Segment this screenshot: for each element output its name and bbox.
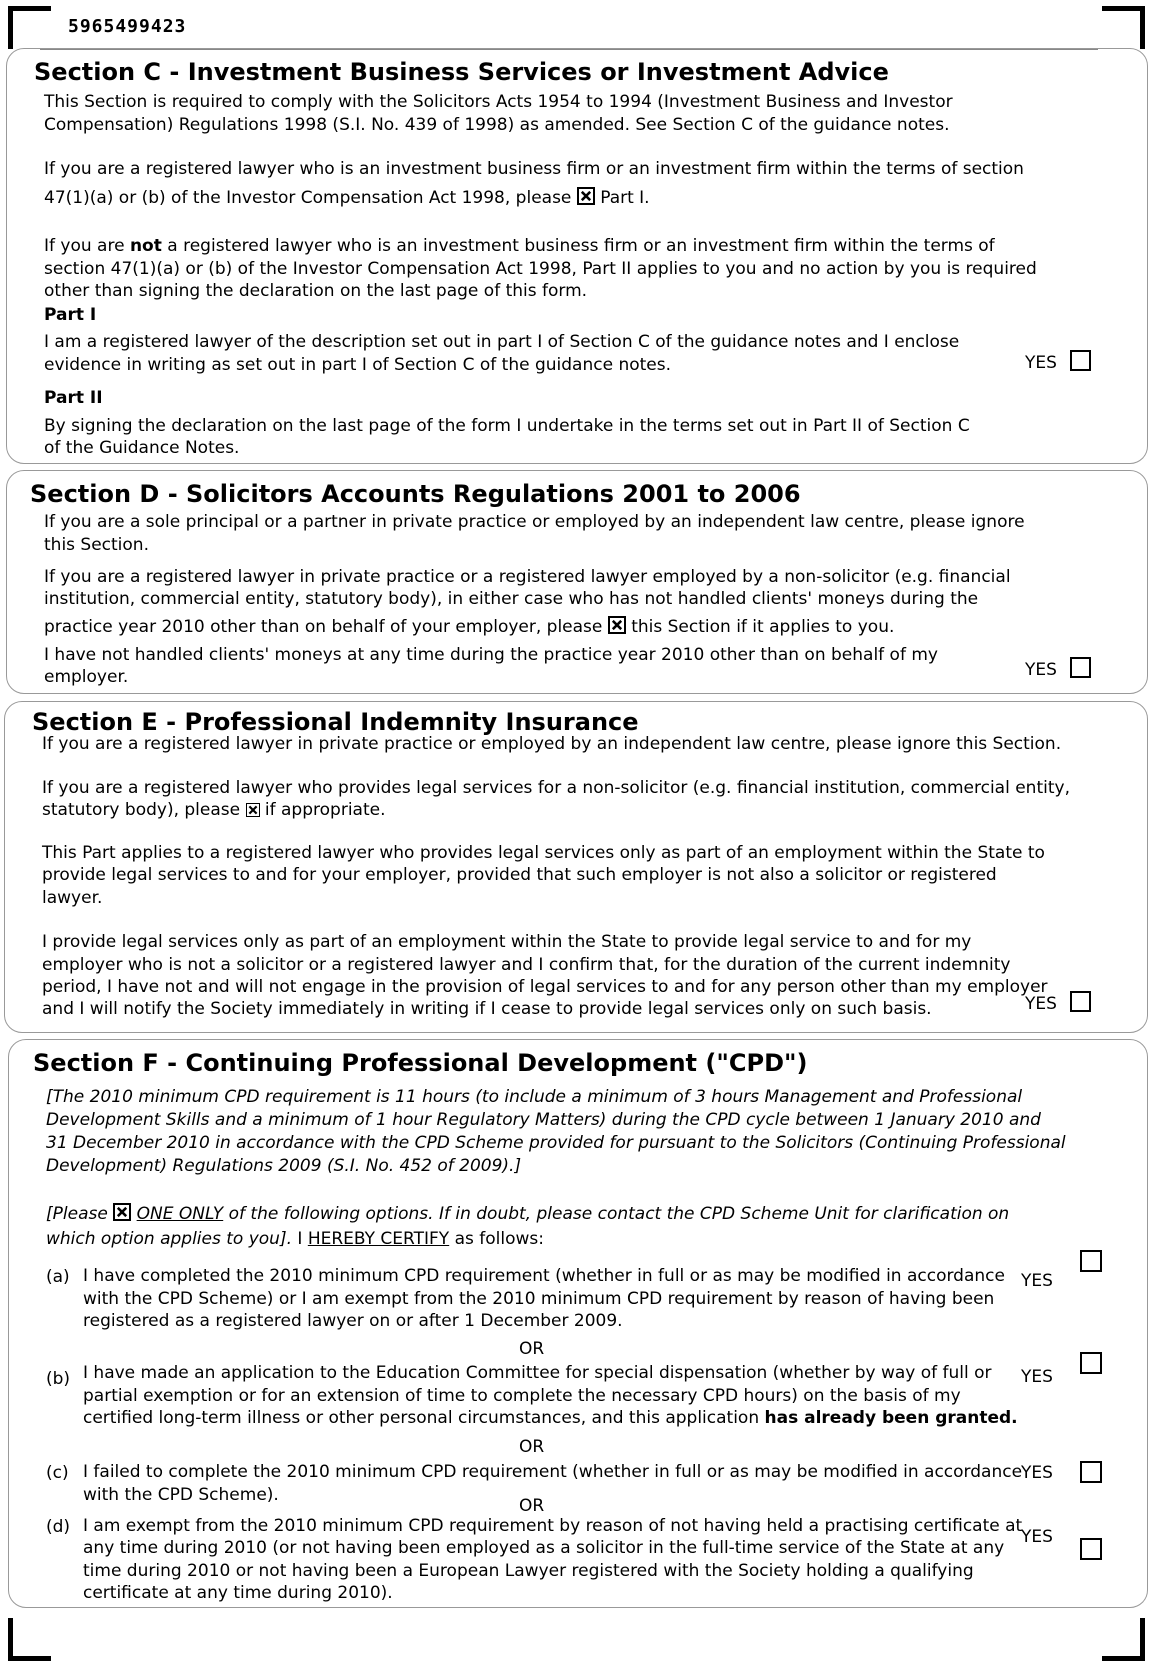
option-d-label: (d)	[46, 1517, 71, 1537]
option-a-yes-label: YES	[1021, 1271, 1053, 1291]
section-e-p3-line-2: provide legal services to and for your employer, provided that such employer is not also a solicitor or registered	[42, 865, 997, 885]
section-c-part-1-yes-checkbox[interactable]	[1070, 350, 1091, 371]
corner-mark-top-right	[1102, 6, 1145, 49]
section-c-p1-line-2b: Part I.	[600, 188, 650, 208]
option-b-line-1: I have made an application to the Education Committee for special dispensation (whether by way of full or	[83, 1363, 992, 1383]
section-d-p2-line-3	[44, 616, 894, 639]
section-c-p2-line-3: other than signing the declaration on the last page of this form.	[44, 281, 588, 301]
section-f-instr-i: I	[297, 1229, 303, 1249]
option-a-line-3: registered as a registered lawyer on or after 1 December 2009.	[83, 1311, 623, 1331]
option-a-line-1: I have completed the 2010 minimum CPD requirement (whether in full or as may be modified in accordance	[83, 1266, 1005, 1286]
section-d-p3-line-1: I have not handled clients' moneys at any time during the practice year 2010 other than on behalf of my	[44, 645, 938, 665]
option-a-line-2: with the CPD Scheme) or I am exempt from the 2010 minimum CPD requirement by reason of having been	[83, 1289, 995, 1309]
section-d-p2-line-3a: practice year 2010 other than on behalf of your employer, please	[44, 617, 603, 637]
section-c-part-1-line-2: evidence in writing as set out in part I of Section C of the guidance notes.	[44, 355, 672, 375]
section-e-p2-line-2	[42, 799, 385, 822]
option-b-line-3a: certified long-term illness or other personal circumstances, and this application	[83, 1408, 760, 1428]
or-separator-1: OR	[519, 1339, 545, 1359]
section-c-part-2-line-1: By signing the declaration on the last page of the form I undertake in the terms set out in Part II of Section C	[44, 416, 970, 436]
checked-box-icon	[113, 1203, 131, 1221]
section-e-p3-line-1: This Part applies to a registered lawyer who provides legal services only as part of an employment within the State to	[42, 843, 1045, 863]
section-d-p2-line-3b: this Section if it applies to you.	[631, 617, 895, 637]
option-c-label: (c)	[46, 1463, 69, 1483]
option-d-line-3: time during 2010 or not having been a European Lawyer registered with the Society holding a qualifying	[83, 1561, 974, 1581]
section-f-instr-line-2d: as follows:	[454, 1229, 544, 1249]
option-c-line-1: I failed to complete the 2010 minimum CPD requirement (whether in full or as may be modified in accordance	[83, 1462, 1023, 1482]
section-c-p2-not: not	[129, 236, 162, 256]
corner-mark-bottom-left	[8, 1618, 51, 1661]
or-separator-3: OR	[519, 1496, 545, 1516]
option-c-yes-label: YES	[1021, 1463, 1053, 1483]
option-c-line-2: with the CPD Scheme).	[83, 1485, 279, 1505]
option-a-yes-checkbox[interactable]	[1080, 1250, 1102, 1272]
section-c-title: Section C - Investment Business Services or Investment Advice	[34, 58, 889, 86]
or-separator-2: OR	[519, 1437, 545, 1457]
section-c-part-2-heading: Part II	[44, 388, 103, 408]
section-f-instr-line-2a: which option applies to you].	[46, 1229, 292, 1249]
option-b-line-2: partial exemption or for an extension of time to complete the necessary CPD hours) on the basis of my	[83, 1386, 961, 1406]
section-f-instr-one-only: ONE ONLY	[136, 1204, 224, 1224]
section-c-p2-line-1a: If you are	[44, 236, 125, 256]
option-b-granted: has already been granted.	[764, 1408, 1018, 1428]
option-d-line-4: certificate at any time during 2010).	[83, 1583, 393, 1603]
section-c-yes-label: YES	[1025, 353, 1057, 373]
form-number: 5965499423	[68, 16, 187, 37]
section-e-yes-checkbox[interactable]	[1070, 991, 1091, 1012]
checked-box-icon	[246, 803, 260, 817]
section-d-p3-line-2: employer.	[44, 667, 129, 687]
section-f-instr-please: [Please	[46, 1204, 108, 1224]
section-f-note-line-3: 31 December 2010 in accordance with the CPD Scheme provided for pursuant to the Solicitors (Continuing Professional	[46, 1133, 1066, 1153]
option-a-label: (a)	[46, 1267, 70, 1287]
section-e-p4-line-2: employer who is not a solicitor or a registered lawyer and I confirm that, for the duration of the current indemnity	[42, 955, 1011, 975]
section-c-part-1-line-1: I am a registered lawyer of the description set out in part I of Section C of the guidance notes and I enclose	[44, 332, 960, 352]
section-e-p4-line-4: and I will notify the Society immediately in writing if I cease to provide legal services only on such basis.	[42, 999, 932, 1019]
section-c-p2-line-2: section 47(1)(a) or (b) of the Investor Compensation Act 1998, Part II applies to you and no action by you is required	[44, 259, 1037, 279]
section-e-p4-line-3: period, I have not and will not engage in the provision of legal services to and for any person other than my employer	[42, 977, 1048, 997]
section-d-p1-line-2: this Section.	[44, 535, 149, 555]
option-b-label: (b)	[46, 1369, 71, 1389]
option-d-line-2: any time during 2010 (or not having been employed as a solicitor in the full-time service of the State at any	[83, 1538, 1005, 1558]
corner-mark-bottom-right	[1102, 1618, 1145, 1661]
section-f-note-line-1: [The 2010 minimum CPD requirement is 11 hours (to include a minimum of 3 hours Management and Professional	[46, 1087, 1023, 1107]
section-e-p2-line-2b: if appropriate.	[264, 800, 386, 820]
section-f-instruction-line-1	[46, 1203, 1009, 1226]
option-b-yes-label: YES	[1021, 1367, 1053, 1387]
option-d-line-1: I am exempt from the 2010 minimum CPD requirement by reason of not having held a practising certificate at	[83, 1516, 1023, 1536]
checked-box-icon	[577, 187, 595, 205]
section-c-part-1-heading: Part I	[44, 305, 97, 325]
section-e-p2-line-1: If you are a registered lawyer who provides legal services for a non-solicitor (e.g. financial institution, commercial entity,	[42, 778, 1070, 798]
section-d-title: Section D - Solicitors Accounts Regulations 2001 to 2006	[30, 480, 801, 508]
section-f-instr-line-1c: of the following options. If in doubt, please contact the CPD Scheme Unit for clarification on	[228, 1204, 1010, 1224]
section-f-title: Section F - Continuing Professional Development ("CPD")	[33, 1049, 808, 1077]
option-c-yes-checkbox[interactable]	[1080, 1461, 1102, 1483]
section-e-title: Section E - Professional Indemnity Insurance	[32, 708, 639, 736]
section-f-hereby-certify: HEREBY CERTIFY	[307, 1229, 450, 1249]
option-d-yes-label: YES	[1021, 1527, 1053, 1547]
option-b-yes-checkbox[interactable]	[1080, 1352, 1102, 1374]
corner-mark-top-left	[8, 6, 51, 49]
section-d-p2-line-1: If you are a registered lawyer in private practice or a registered lawyer employed by a non-solicitor (e.g. financial	[44, 567, 1011, 587]
section-e-p1: If you are a registered lawyer in private practice or employed by an independent law centre, please ignore this Section.	[42, 734, 1062, 754]
section-e-p3-line-3: lawyer.	[42, 888, 103, 908]
section-c-p1-line-2	[44, 187, 650, 210]
section-e-p4-line-1: I provide legal services only as part of an employment within the State to provide legal service to and for my	[42, 932, 972, 952]
section-f-note-line-4: Development) Regulations 2009 (S.I. No. 452 of 2009).]	[46, 1156, 522, 1176]
option-d-yes-checkbox[interactable]	[1080, 1538, 1102, 1560]
section-d-p2-line-2: institution, commercial entity, statutory body), in either case who has not handled clients' moneys during the	[44, 589, 979, 609]
section-f-note-line-2: Development Skills and a minimum of 1 hour Regulatory Matters) during the CPD cycle between 1 January 2010 and	[46, 1110, 1041, 1130]
section-f-instruction-line-2	[46, 1228, 544, 1251]
option-b-line-3	[83, 1407, 1018, 1430]
section-c-p1-line-2a: 47(1)(a) or (b) of the Investor Compensation Act 1998, please	[44, 188, 572, 208]
section-c-p1-line-1: If you are a registered lawyer who is an investment business firm or an investment firm within the terms of section	[44, 159, 1024, 179]
section-c-p2-line-1	[44, 235, 995, 258]
section-c-p2-line-1c: a registered lawyer who is an investment business firm or an investment firm within the terms of	[167, 236, 995, 256]
section-c-intro-line-1: This Section is required to comply with the Solicitors Acts 1954 to 1994 (Investment Business and Investor	[44, 92, 953, 112]
section-d-yes-label: YES	[1025, 660, 1057, 680]
section-c-part-2-line-2: of the Guidance Notes.	[44, 438, 240, 458]
section-d-yes-checkbox[interactable]	[1070, 657, 1091, 678]
checked-box-icon	[608, 616, 626, 634]
section-e-yes-label: YES	[1025, 994, 1057, 1014]
section-e-p2-line-2a: statutory body), please	[42, 800, 241, 820]
section-c-intro-line-2: Compensation) Regulations 1998 (S.I. No. 439 of 1998) as amended. See Section C of the guidance notes.	[44, 115, 950, 135]
section-d-p1-line-1: If you are a sole principal or a partner in private practice or employed by an independent law centre, please ignore	[44, 512, 1025, 532]
